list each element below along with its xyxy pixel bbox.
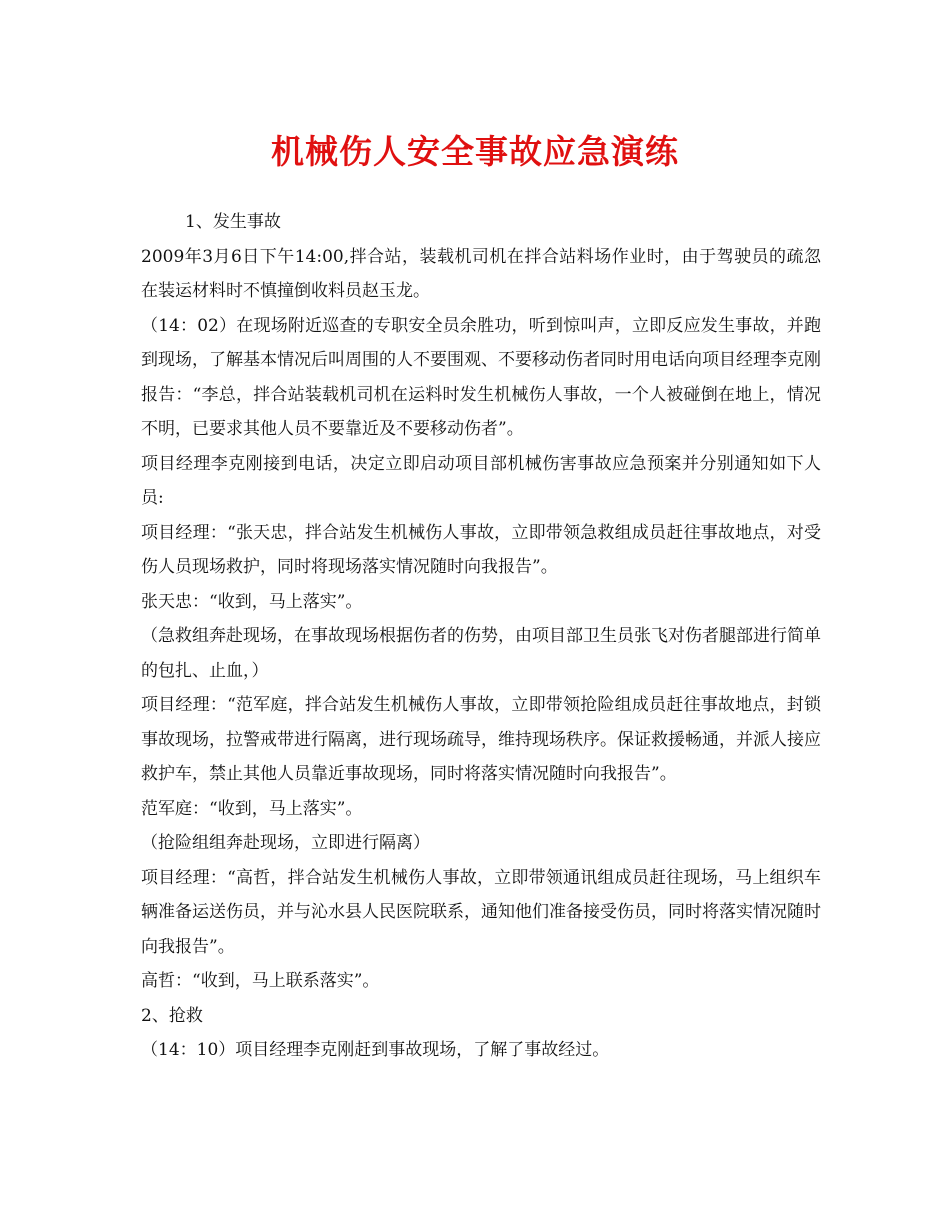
section-heading-rescue: 2、抢救 <box>141 1005 203 1026</box>
paragraph-safety-officer-report: （14：02）在现场附近巡查的专职安全员余胜功，听到惊叫声，立即反应发生事故，并跑到现场，了解基本情况后叫周围的人不要围观、不要移动伤者同时用电话向项目经理李克刚报告：“李总，拌合站装载机司机在运料时发生机械伤人事故，一个人被碰倒在地上，情况不明，已要求其他人员不要靠近及不要移动伤者”。 <box>141 315 821 439</box>
paragraph-order-first-aid: 项目经理：“张天忠，拌合站发生机械伤人事故，立即带领急救组成员赶往事故地点，对受伤人员现场救护，同时将现场落实情况随时向我报告”。 <box>141 522 821 577</box>
paragraph-manager-response: 项目经理李克刚接到电话，决定立即启动项目部机械伤害事故应急预案并分别通知如下人员: <box>141 453 821 508</box>
paragraph-reply-fan: 范军庭：“收到，马上落实”。 <box>141 798 363 819</box>
paragraph-reply-gao: 高哲：“收到，马上联系落实”。 <box>141 971 380 991</box>
paragraph-manager-arrives: （14：10）项目经理李克刚赶到事故现场，了解了事故经过。 <box>141 1040 610 1060</box>
document-body <box>141 205 821 1068</box>
paragraph-rescue-action: （抢险组组奔赴现场，立即进行隔离） <box>141 833 430 853</box>
paragraph-order-rescue: 项目经理：“范军庭，拌合站发生机械伤人事故，立即带领抢险组成员赶往事故地点，封锁事故现场，拉警戒带进行隔离，进行现场疏导，维持现场秩序。保证救援畅通，并派人接应救护车，禁止其他人员靠近事故现场，同时将落实情况随时向我报告”。 <box>141 695 821 784</box>
paragraph-incident: 2009年3月6日下午14:00,拌合站，装载机司机在拌合站料场作业时，由于驾驶员的疏忽在装运材料时不慎撞倒收料员赵玉龙。 <box>141 246 821 301</box>
paragraph-reply-zhang: 张天忠：“收到，马上落实”。 <box>141 591 363 612</box>
paragraph-first-aid-action: （急救组奔赴现场，在事故现场根据伤者的伤势，由项目部卫生员张飞对伤者腿部进行简单的包扎、止血，） <box>141 626 821 681</box>
paragraph-order-communication: 项目经理：“高哲，拌合站发生机械伤人事故，立即带领通讯组成员赶往现场，马上组织车辆准备运送伤员，并与沁水县人民医院联系，通知他们准备接受伤员，同时将落实情况随时向我报告”。 <box>141 867 821 957</box>
section-heading-occurrence: 1、发生事故 <box>185 212 281 232</box>
document-title: 机械伤人安全事故应急演练 <box>271 132 679 171</box>
